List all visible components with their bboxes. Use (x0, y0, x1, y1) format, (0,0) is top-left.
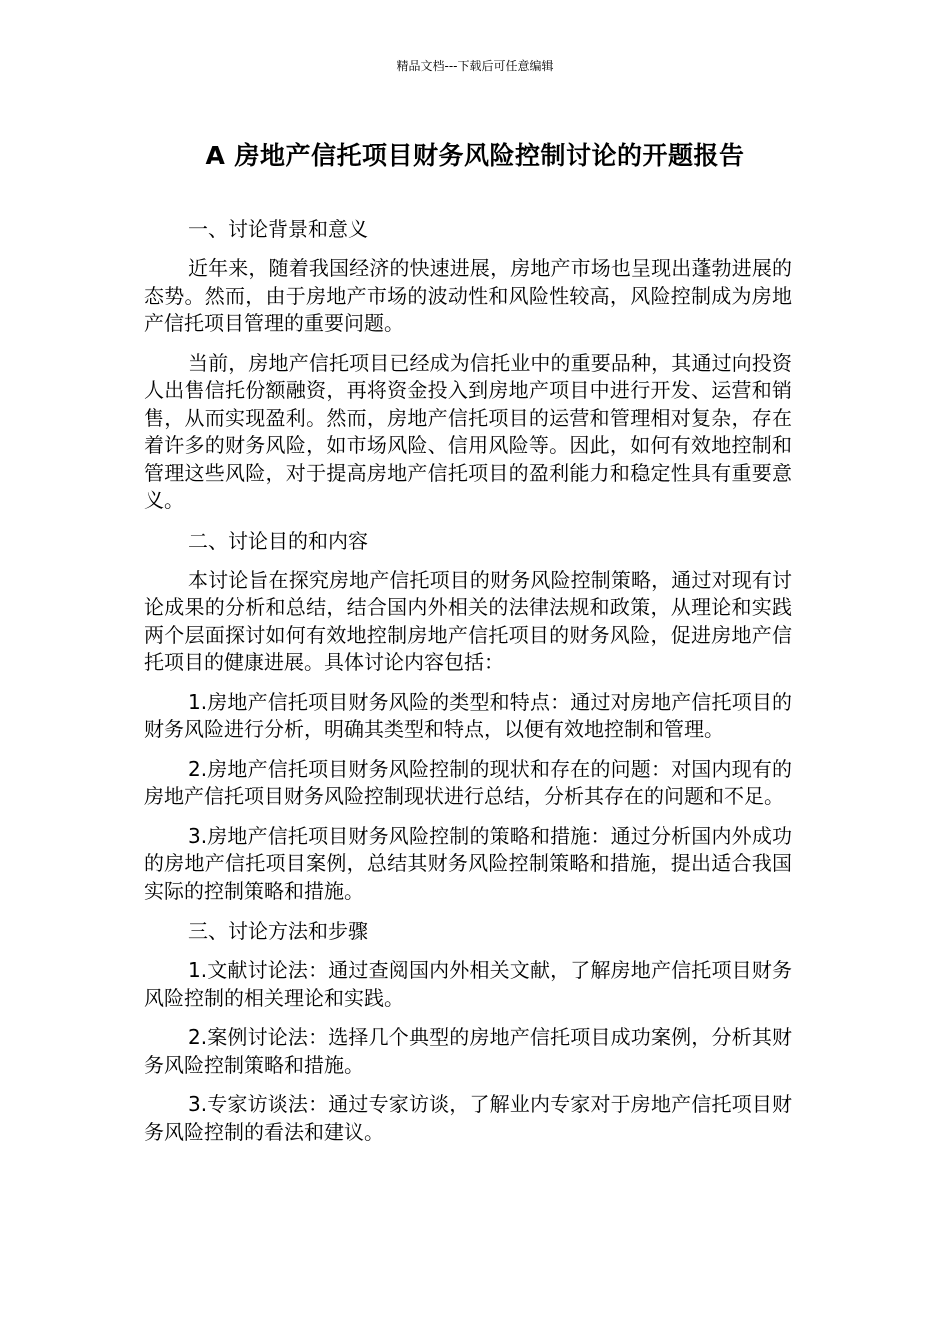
document-body (144, 215, 792, 1158)
section-heading-purpose: 二、讨论目的和内容 (188, 528, 368, 553)
document-title: A 房地产信托项目财务风险控制讨论的开题报告 (205, 141, 745, 170)
list-item: 3.房地产信托项目财务风险控制的策略和措施：通过分析国内外成功的房地产信托项目案例，总结其财务风险控制策略和措施，提出适合我国实际的控制策略和措施。 (144, 823, 792, 903)
list-item: 2.房地产信托项目财务风险控制的现状和存在的问题：对国内现有的房地产信托项目财务风险控制现状进行总结，分析其存在的问题和不足。 (144, 756, 792, 808)
list-item: 2.案例讨论法：选择几个典型的房地产信托项目成功案例，分析其财务风险控制策略和措施。 (144, 1025, 792, 1077)
header-note: 精品文档---下载后可任意编辑 (396, 59, 554, 73)
list-item: 3.专家访谈法：通过专家访谈，了解业内专家对于房地产信托项目财务风险控制的看法和建议。 (144, 1092, 792, 1144)
section-heading-methods: 三、讨论方法和步骤 (188, 919, 368, 943)
paragraph: 当前，房地产信托项目已经成为信托业中的重要品种，其通过向投资人出售信托份额融资，再将资金投入到房地产项目中进行开发、运营和销售，从而实现盈利。然而，房地产信托项目的运营和管理相对复杂，存在着许多的财务风险，如市场风险、信用风险等。因此，如何有效地控制和管理这些风险，对于提高房地产信托项目的盈利能力和稳定性具有重要意义。 (144, 350, 792, 512)
section-heading-background: 一、讨论背景和意义 (188, 217, 368, 241)
paragraph: 本讨论旨在探究房地产信托项目的财务风险控制策略，通过对现有讨论成果的分析和总结，结合国内外相关的法律法规和政策，从理论和实践两个层面探讨如何有效地控制房地产信托项目的财务风险，促进房地产信托项目的健康进展。具体讨论内容包括： (144, 567, 792, 674)
list-item: 1.文献讨论法：通过查阅国内外相关文献，了解房地产信托项目财务风险控制的相关理论和实践。 (144, 958, 792, 1010)
list-item: 1.房地产信托项目财务风险的类型和特点：通过对房地产信托项目的财务风险进行分析，明确其类型和特点，以便有效地控制和管理。 (144, 689, 792, 741)
paragraph: 近年来，随着我国经济的快速进展，房地产市场也呈现出蓬勃进展的态势。然而，由于房地产市场的波动性和风险性较高，风险控制成为房地产信托项目管理的重要问题。 (144, 256, 792, 335)
